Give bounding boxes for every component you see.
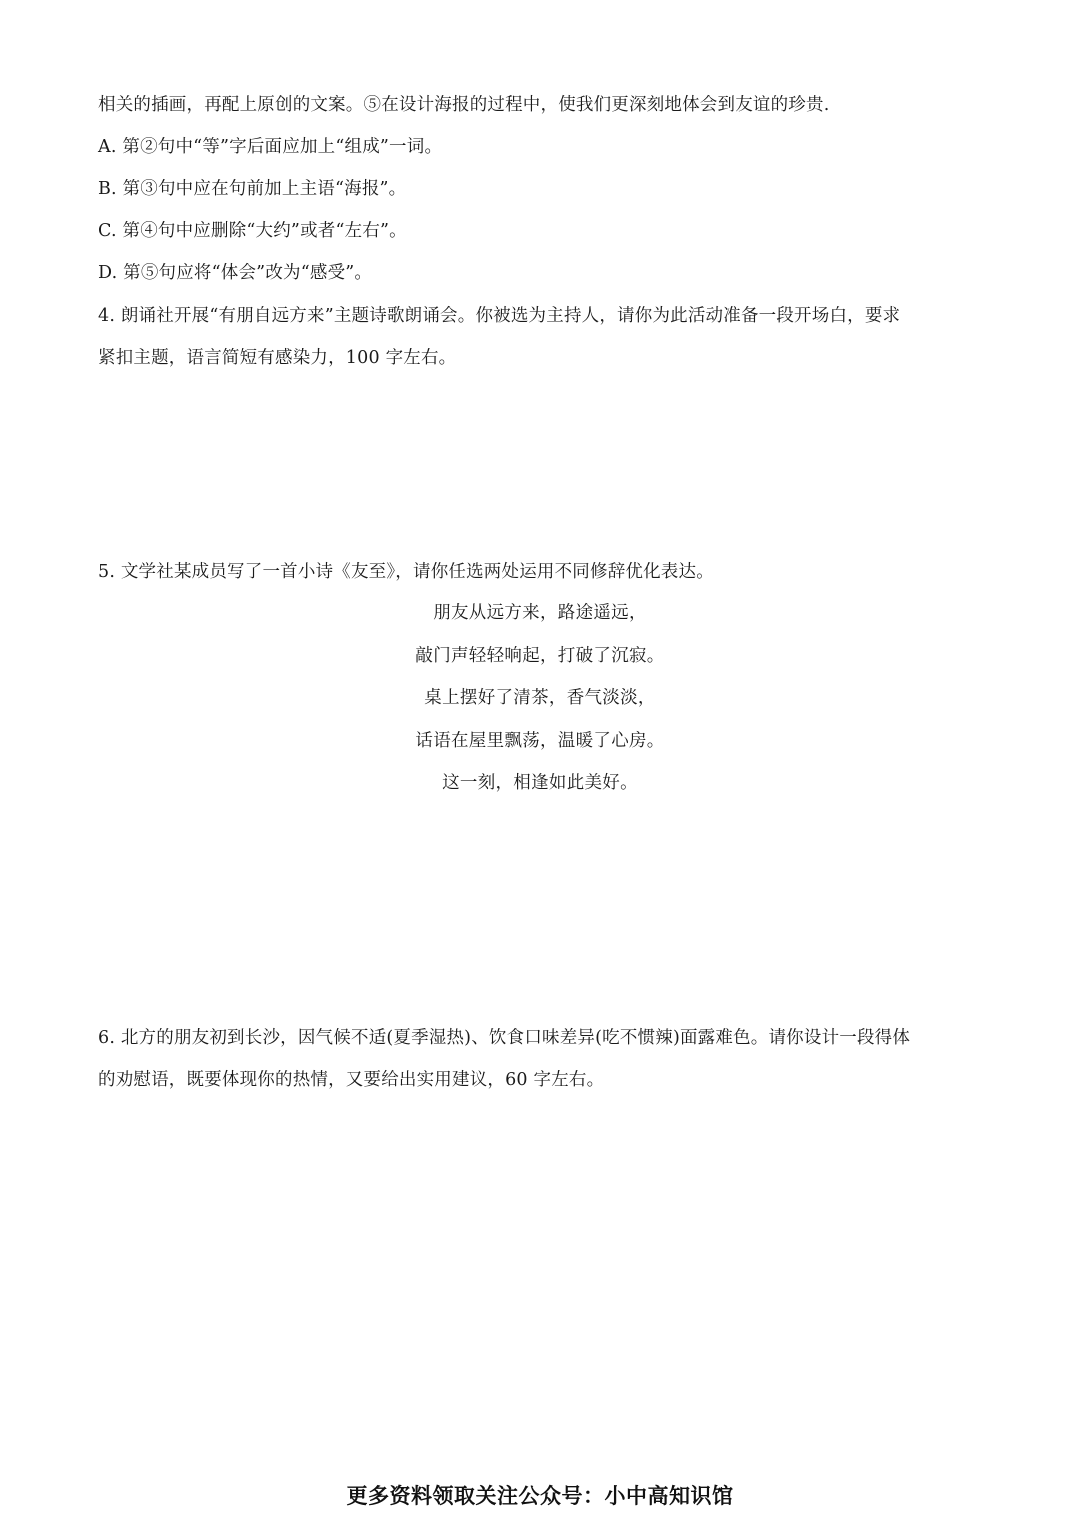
q3-option-b: B. 第③句中应在句前加上主语“海报”。 [98,179,407,199]
q4-prompt-line-2: 紧扣主题，语言简短有感染力，100 字左右。 [98,348,457,368]
footer-promo-text: 更多资料领取关注公众号：小中高知识馆 [346,1484,734,1508]
q5-prompt: 5. 文学社某成员写了一首小诗《友至》，请你任选两处运用不同修辞优化表达。 [98,562,714,582]
poem-line-5: 这一刻，相逢如此美好。 [442,773,638,793]
poem-line-4: 话语在屋里飘荡，温暖了心房。 [415,731,665,751]
poem-line-3: 桌上摆好了清茶，香气淡淡， [424,688,656,708]
q3-option-c: C. 第④句中应删除“大约”或者“左右”。 [98,221,407,241]
poem-line-1: 朋友从远方来，路途遥远， [433,603,647,623]
q6-prompt-line-1: 6. 北方的朋友初到长沙，因气候不适(夏季湿热)、饮食口味差异(吃不惯辣)面露难色。请你设计一段得体 [98,1028,911,1048]
q3-option-a: A. 第②句中“等”字后面应加上“组成”一词。 [98,137,443,157]
q6-prompt-line-2: 的劝慰语，既要体现你的热情，又要给出实用建议，60 字左右。 [98,1070,605,1090]
q3-option-d: D. 第⑤句应将“体会”改为“感受”。 [98,263,373,283]
poem-line-2: 敲门声轻轻响起，打破了沉寂。 [415,646,665,666]
q3-continuation-text: 相关的插画，再配上原创的文案。⑤在设计海报的过程中，使我们更深刻地体会到友谊的珍贵. [98,95,830,115]
q4-prompt-line-1: 4. 朗诵社开展“有朋自远方来”主题诗歌朗诵会。你被选为主持人，请你为此活动准备一段开场白，要求 [98,306,901,326]
